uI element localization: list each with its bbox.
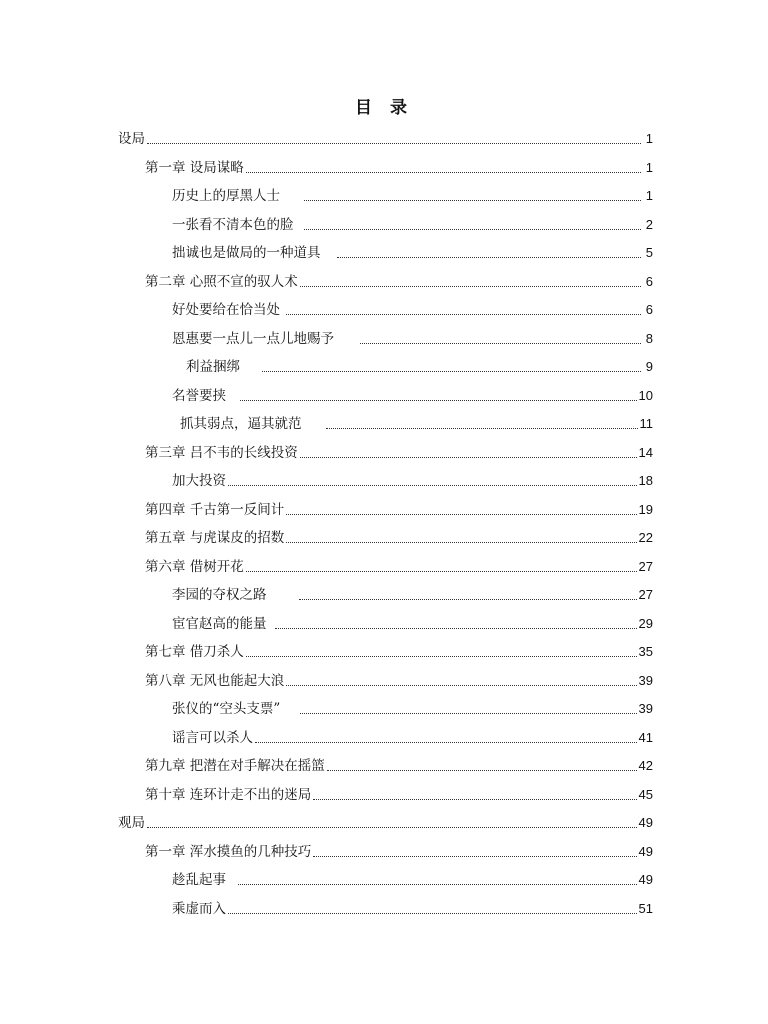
toc-entry-page: 18 <box>638 473 653 488</box>
dot-leader <box>262 371 641 372</box>
toc-entry[interactable] <box>145 670 653 690</box>
toc-entry-label: 好处要给在恰当处 <box>172 302 280 318</box>
dot-leader <box>228 913 637 914</box>
dot-leader <box>286 685 636 686</box>
dot-leader <box>304 229 642 230</box>
toc-entry-label: 名誉要挟 <box>172 388 226 404</box>
toc-entry-label: 设局 <box>118 131 145 147</box>
toc-entry-page: 9 <box>645 359 653 374</box>
toc-entry-label: 第一章 浑水摸鱼的几种技巧 <box>145 844 312 860</box>
toc-entry[interactable] <box>145 527 653 547</box>
toc-entry-label: 乘虚而入 <box>172 901 226 917</box>
toc-entry-label: 拙诚也是做局的一种道具 <box>172 245 321 261</box>
toc-entry[interactable] <box>145 755 653 775</box>
toc-entry[interactable] <box>172 898 653 918</box>
toc-entry-page: 49 <box>638 815 653 830</box>
toc-entry[interactable] <box>172 727 653 747</box>
toc-entry[interactable] <box>172 584 653 604</box>
toc-title: 目 录 <box>355 98 413 118</box>
toc-entry-label: 第十章 连环计走不出的迷局 <box>145 787 312 803</box>
toc-entry[interactable] <box>172 242 653 262</box>
dot-leader <box>286 514 636 515</box>
dot-leader <box>300 713 636 714</box>
toc-entry-page: 39 <box>638 673 653 688</box>
toc-entry-label: 恩惠要一点儿一点儿地赐予 <box>172 331 334 347</box>
dot-leader <box>326 428 638 429</box>
toc-entry-page: 8 <box>645 331 653 346</box>
toc-entry[interactable] <box>172 299 653 319</box>
dot-leader <box>246 571 637 572</box>
toc-entry-label: 利益捆绑 <box>186 359 240 375</box>
dot-leader <box>246 172 641 173</box>
toc-entry-page: 19 <box>638 502 653 517</box>
toc-entry-page: 27 <box>638 559 653 574</box>
toc-entry-page: 5 <box>645 245 653 260</box>
toc-entry-label: 李园的夺权之路 <box>172 587 267 603</box>
toc-entry-page: 1 <box>645 131 653 146</box>
toc-entry-page: 49 <box>638 844 653 859</box>
dot-leader <box>299 599 637 600</box>
toc-entry-page: 6 <box>645 302 653 317</box>
dot-leader <box>238 884 637 885</box>
toc-entry[interactable] <box>118 128 653 148</box>
dot-leader <box>240 400 637 401</box>
toc-entry[interactable] <box>172 869 653 889</box>
dot-leader <box>313 856 636 857</box>
toc-entry-label: 观局 <box>118 815 145 831</box>
toc-entry[interactable] <box>172 470 653 490</box>
toc-entry-page: 29 <box>638 616 653 631</box>
dot-leader <box>147 143 641 144</box>
dot-leader <box>300 286 641 287</box>
toc-entry-page: 27 <box>638 587 653 602</box>
toc-entry-label: 加大投资 <box>172 473 226 489</box>
toc-entry-page: 2 <box>645 217 653 232</box>
toc-entry-page: 51 <box>638 901 653 916</box>
toc-entry[interactable] <box>172 385 653 405</box>
toc-entry-label: 谣言可以杀人 <box>172 730 253 746</box>
toc-entry-label: 第四章 千古第一反间计 <box>145 502 285 518</box>
toc-entry-label: 一张看不清本色的脸 <box>172 217 294 233</box>
dot-leader <box>228 485 637 486</box>
toc-entry-page: 35 <box>638 644 653 659</box>
toc-entry-page: 6 <box>645 274 653 289</box>
toc-entry-page: 49 <box>638 872 653 887</box>
toc-entry-label: 第五章 与虎谋皮的招数 <box>145 530 285 546</box>
toc-entry[interactable] <box>145 271 653 291</box>
toc-entry[interactable] <box>145 641 653 661</box>
toc-entry[interactable] <box>172 328 653 348</box>
dot-leader <box>246 656 637 657</box>
toc-entry[interactable] <box>172 698 653 718</box>
toc-entry[interactable] <box>172 185 653 205</box>
toc-entry-label: 宦官赵高的能量 <box>172 616 267 632</box>
dot-leader <box>275 628 637 629</box>
toc-entry-label: 第三章 吕不韦的长线投资 <box>145 445 298 461</box>
dot-leader <box>255 742 637 743</box>
toc-entry-page: 1 <box>645 188 653 203</box>
toc-entry[interactable] <box>118 812 653 832</box>
toc-entry[interactable] <box>186 356 653 376</box>
toc-entry-label: 第一章 设局谋略 <box>145 160 244 176</box>
toc-entry-label: 第二章 心照不宣的驭人术 <box>145 274 298 290</box>
toc-entry-label: 抓其弱点，逼其就范 <box>180 416 302 432</box>
toc-entry-label: 第七章 借刀杀人 <box>145 644 244 660</box>
toc-entry-label: 第九章 把潜在对手解决在摇篮 <box>145 758 325 774</box>
toc-entry-label: 张仪的“空头支票” <box>172 701 281 717</box>
toc-entry-page: 14 <box>638 445 653 460</box>
toc-entry-page: 45 <box>638 787 653 802</box>
toc-entry-page: 1 <box>645 160 653 175</box>
toc-entry-page: 41 <box>638 730 653 745</box>
toc-entry-page: 42 <box>638 758 653 773</box>
toc-entry[interactable] <box>172 214 653 234</box>
toc-entry[interactable] <box>145 556 653 576</box>
toc-entry-page: 10 <box>638 388 653 403</box>
toc-entry-label: 趁乱起事 <box>172 872 226 888</box>
toc-entry-label: 第八章 无风也能起大浪 <box>145 673 285 689</box>
dot-leader <box>327 770 637 771</box>
dot-leader <box>286 314 641 315</box>
dot-leader <box>313 799 636 800</box>
toc-entry[interactable] <box>145 157 653 177</box>
toc-entry[interactable] <box>172 613 653 633</box>
toc-entry-label: 历史上的厚黑人士 <box>172 188 280 204</box>
dot-leader <box>300 457 637 458</box>
toc-entry[interactable] <box>180 413 653 433</box>
dot-leader <box>147 827 637 828</box>
toc-entry-page: 22 <box>638 530 653 545</box>
toc-entry-page: 39 <box>638 701 653 716</box>
toc-entry-page: 11 <box>639 416 653 431</box>
dot-leader <box>337 257 642 258</box>
toc-entry[interactable] <box>145 499 653 519</box>
dot-leader <box>286 542 636 543</box>
toc-entry[interactable] <box>145 841 653 861</box>
toc-entry[interactable] <box>145 784 653 804</box>
toc-entry-label: 第六章 借树开花 <box>145 559 244 575</box>
dot-leader <box>304 200 641 201</box>
toc-entry[interactable] <box>145 442 653 462</box>
dot-leader <box>360 343 641 344</box>
